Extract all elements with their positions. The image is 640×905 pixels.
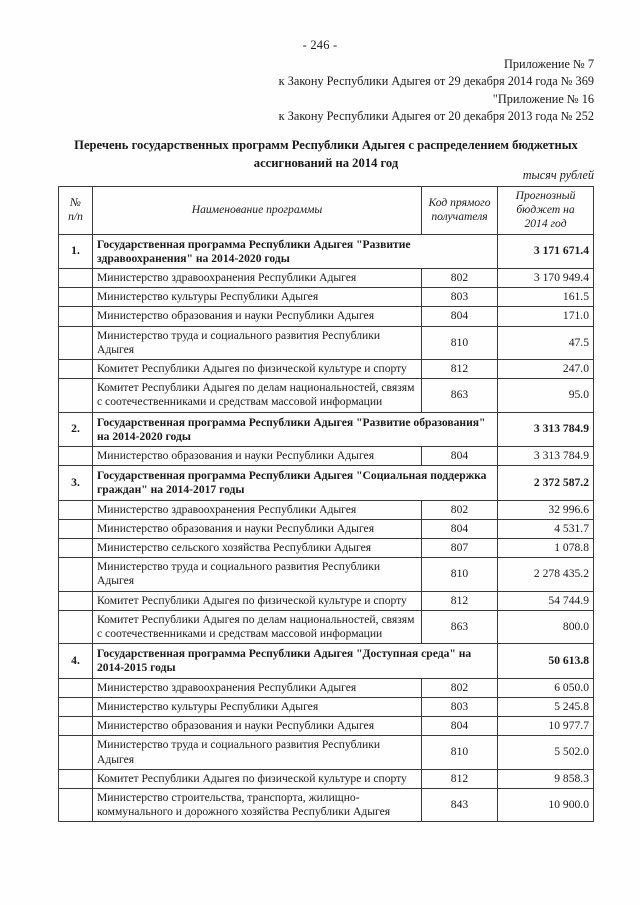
- budget-amount-cell: 1 078.8: [498, 539, 594, 558]
- row-number-cell: [59, 697, 93, 716]
- budget-amount-cell: 3 170 949.4: [498, 269, 594, 288]
- agency-name-cell: Министерство здравоохранения Республики Адыгея: [93, 500, 422, 519]
- table-row: [59, 591, 594, 610]
- units-label: тысяч рублей: [522, 168, 594, 182]
- budget-amount-cell: 10 900.0: [498, 788, 594, 821]
- budget-amount-cell: 9 858.3: [498, 769, 594, 788]
- recipient-code-cell: 810: [422, 326, 498, 359]
- table-row: [59, 678, 594, 697]
- column-header-name: Наименование программы: [93, 187, 422, 235]
- row-number-cell: 1.: [59, 234, 93, 268]
- row-number-cell: [59, 500, 93, 519]
- budget-amount-cell: 5 502.0: [498, 736, 594, 769]
- row-number-cell: [59, 558, 93, 591]
- column-header-code-line2: получателя: [431, 210, 488, 224]
- column-header-budget-line1: Прогнозный: [515, 189, 576, 202]
- table-row: [59, 307, 594, 326]
- budget-amount-cell: 47.5: [498, 326, 594, 359]
- recipient-code-cell: 803: [422, 697, 498, 716]
- row-number-cell: [59, 288, 93, 307]
- recipient-code-cell: 863: [422, 379, 498, 412]
- header-line-3: "Приложение № 16: [492, 91, 594, 106]
- budget-amount-cell: 3 313 784.9: [498, 447, 594, 466]
- program-name-cell: Государственная программа Республики Адыгея "Развитие образования" на 2014-2020 годы: [93, 412, 498, 446]
- agency-name-cell: Министерство культуры Республики Адыгея: [93, 697, 422, 716]
- row-number-cell: [59, 591, 93, 610]
- table-row: [59, 717, 594, 736]
- program-name-cell: Государственная программа Республики Адыгея "Социальная поддержка граждан" на 2014-2017 годы: [93, 466, 498, 500]
- recipient-code-cell: 804: [422, 717, 498, 736]
- row-number-cell: [59, 717, 93, 736]
- agency-name-cell: Министерство сельского хозяйства Республики Адыгея: [93, 539, 422, 558]
- recipient-code-cell: 863: [422, 610, 498, 643]
- title-line-1: Перечень государственных программ Республики Адыгея с распределением: [74, 138, 509, 152]
- recipient-code-cell: 843: [422, 788, 498, 821]
- budget-amount-cell: 171.0: [498, 307, 594, 326]
- table-row: [59, 500, 594, 519]
- table-row: [59, 412, 594, 446]
- recipient-code-cell: 802: [422, 678, 498, 697]
- table-header-row: [59, 187, 594, 235]
- budget-amount-cell: 247.0: [498, 360, 594, 379]
- table-row: [59, 447, 594, 466]
- column-header-number: [59, 187, 93, 235]
- header-line-1: Приложение № 7: [503, 57, 594, 71]
- agency-name-cell: Комитет Республики Адыгея по делам национальностей, связям с соотечественниками и средствам массовой информации: [93, 610, 422, 643]
- row-number-cell: [59, 678, 93, 697]
- agency-name-cell: Министерство строительства, транспорта, жилищно-коммунального и дорожного хозяйства Республики Адыгея: [93, 788, 422, 821]
- table-row: [59, 519, 594, 538]
- table-row: [59, 288, 594, 307]
- column-header-number-line1: №: [70, 196, 81, 210]
- budget-amount-cell: 10 977.7: [498, 717, 594, 736]
- recipient-code-cell: 812: [422, 360, 498, 379]
- row-number-cell: 3.: [59, 466, 93, 500]
- table-row: [59, 558, 594, 591]
- document-header-block: [0, 56, 594, 125]
- row-number-cell: 2.: [59, 412, 93, 446]
- row-number-cell: [59, 360, 93, 379]
- recipient-code-cell: 812: [422, 591, 498, 610]
- table-row: [59, 466, 594, 500]
- recipient-code-cell: 810: [422, 558, 498, 591]
- table-row: [59, 269, 594, 288]
- header-line-4: к Закону Республики Адыгея от 20 декабря 2013 года № 252: [278, 108, 594, 123]
- recipient-code-cell: 804: [422, 447, 498, 466]
- page-number: - 246 -: [302, 38, 338, 52]
- budget-amount-cell: 95.0: [498, 379, 594, 412]
- agency-name-cell: Министерство образования и науки Республики Адыгея: [93, 447, 422, 466]
- budget-amount-cell: 32 996.6: [498, 500, 594, 519]
- agency-name-cell: Комитет Республики Адыгея по физической культуре и спорту: [93, 591, 422, 610]
- agency-name-cell: Комитет Республики Адыгея по делам национальностей, связям с соотечественниками и средствам массовой информации: [93, 379, 422, 412]
- table-body: [59, 234, 594, 822]
- column-header-number-line2: п/п: [68, 210, 83, 224]
- budget-amount-cell: 5 245.8: [498, 697, 594, 716]
- table-row: [59, 326, 594, 359]
- agency-name-cell: Министерство образования и науки Республики Адыгея: [93, 717, 422, 736]
- budget-table: [58, 186, 594, 822]
- table-row: [59, 697, 594, 716]
- column-header-code-line1: Код прямого: [428, 196, 491, 210]
- row-number-cell: [59, 519, 93, 538]
- row-number-cell: [59, 307, 93, 326]
- recipient-code-cell: 812: [422, 769, 498, 788]
- table-row: [59, 788, 594, 821]
- table-row: [59, 644, 594, 678]
- agency-name-cell: Комитет Республики Адыгея по физической культуре и спорту: [93, 360, 422, 379]
- column-header-budget-line3: 2014 год: [524, 217, 567, 231]
- header-line-2: к Закону Республики Адыгея от 29 декабря 2014 года № 369: [278, 74, 594, 89]
- recipient-code-cell: 807: [422, 539, 498, 558]
- agency-name-cell: Министерство труда и социального развития Республики Адыгея: [93, 326, 422, 359]
- agency-name-cell: Министерство труда и социального развития Республики Адыгея: [93, 736, 422, 769]
- budget-amount-cell: 2 372 587.2: [498, 466, 594, 500]
- table-row: [59, 379, 594, 412]
- table-row: [59, 769, 594, 788]
- row-number-cell: [59, 379, 93, 412]
- recipient-code-cell: 802: [422, 269, 498, 288]
- budget-amount-cell: 6 050.0: [498, 678, 594, 697]
- budget-amount-cell: 50 613.8: [498, 644, 594, 678]
- recipient-code-cell: 810: [422, 736, 498, 769]
- column-header-budget: [498, 187, 594, 235]
- title-line-2: бюджетных ассигнований на 2014 год: [253, 138, 578, 170]
- agency-name-cell: Министерство здравоохранения Республики Адыгея: [93, 678, 422, 697]
- agency-name-cell: Министерство культуры Республики Адыгея: [93, 288, 422, 307]
- budget-amount-cell: 4 531.7: [498, 519, 594, 538]
- program-name-cell: Государственная программа Республики Адыгея "Доступная среда" на 2014-2015 годы: [93, 644, 498, 678]
- row-number-cell: [59, 539, 93, 558]
- table-row: [59, 736, 594, 769]
- agency-name-cell: Министерство здравоохранения Республики Адыгея: [93, 269, 422, 288]
- row-number-cell: [59, 447, 93, 466]
- row-number-cell: [59, 788, 93, 821]
- program-name-cell: Государственная программа Республики Адыгея "Развитие здравоохранения" на 2014-2020 годы: [93, 234, 498, 268]
- row-number-cell: 4.: [59, 644, 93, 678]
- page-title: [58, 136, 594, 172]
- row-number-cell: [59, 736, 93, 769]
- agency-name-cell: Комитет Республики Адыгея по физической культуре и спорту: [93, 769, 422, 788]
- budget-amount-cell: 800.0: [498, 610, 594, 643]
- recipient-code-cell: 802: [422, 500, 498, 519]
- agency-name-cell: Министерство образования и науки Республики Адыгея: [93, 307, 422, 326]
- table-row: [59, 610, 594, 643]
- agency-name-cell: Министерство образования и науки Республики Адыгея: [93, 519, 422, 538]
- row-number-cell: [59, 326, 93, 359]
- row-number-cell: [59, 769, 93, 788]
- recipient-code-cell: 804: [422, 307, 498, 326]
- budget-amount-cell: 2 278 435.2: [498, 558, 594, 591]
- agency-name-cell: Министерство труда и социального развития Республики Адыгея: [93, 558, 422, 591]
- table-header: [59, 187, 594, 235]
- column-header-budget-line2: бюджет на: [516, 203, 575, 217]
- budget-amount-cell: 3 313 784.9: [498, 412, 594, 446]
- budget-amount-cell: 3 171 671.4: [498, 234, 594, 268]
- table-row: [59, 539, 594, 558]
- recipient-code-cell: 803: [422, 288, 498, 307]
- budget-amount-cell: 54 744.9: [498, 591, 594, 610]
- budget-amount-cell: 161.5: [498, 288, 594, 307]
- table-row: [59, 360, 594, 379]
- row-number-cell: [59, 269, 93, 288]
- column-header-code: [422, 187, 498, 235]
- table-row: [59, 234, 594, 268]
- recipient-code-cell: 804: [422, 519, 498, 538]
- row-number-cell: [59, 610, 93, 643]
